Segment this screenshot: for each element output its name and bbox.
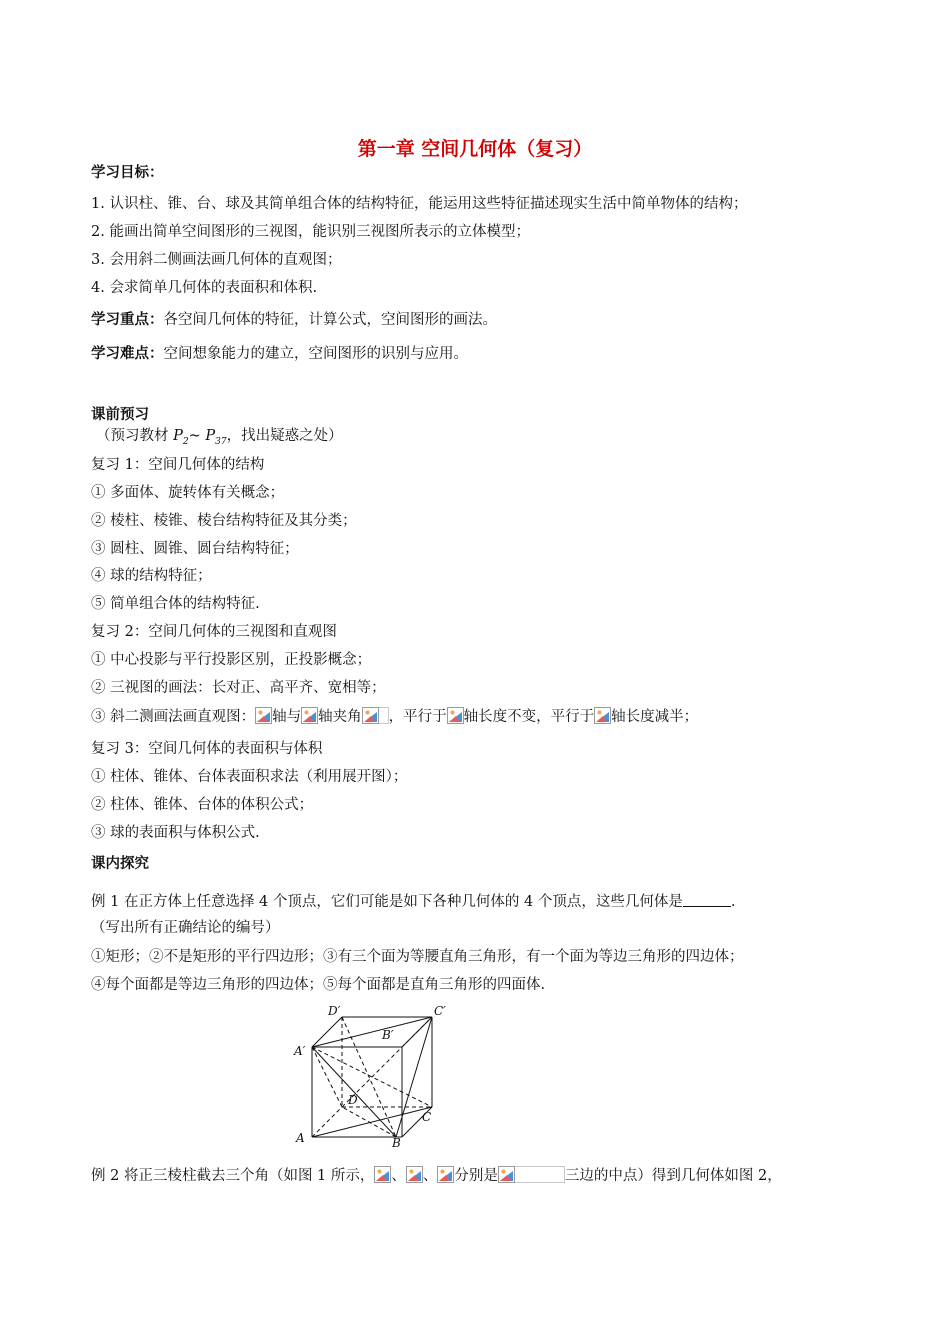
broken-image-icon [255,707,272,724]
example2-text: 、 [391,1168,406,1184]
example1-period: . [730,894,736,910]
page-end-letter: P [205,428,216,444]
review2-item3-text: ，平行于 [388,709,447,725]
goals-heading: 学习目标： [91,165,164,181]
review2-item3-text: 轴长度不变，平行于 [463,709,595,725]
page-end [205,428,227,447]
review1-item: ⑤ 简单组合体的结构特征. [91,596,260,612]
preview-heading: 课前预习 [91,407,149,423]
example2-text: 例 2 将正三棱柱截去三个角（如图 1 所示， [91,1168,375,1184]
vertex-label-c: C [422,1110,432,1124]
review2-title: 复习 2：空间几何体的三视图和直观图 [91,624,337,640]
review2-item: ② 三视图的画法：长对正、高平齐、宽相等； [91,680,386,696]
answer-blank[interactable] [683,892,731,907]
example2 [91,1166,782,1186]
review2-item: ① 中心投影与平行投影区别，正投影概念； [91,652,372,668]
preview-hint-prefix: （预习教材 [96,428,174,444]
review2-item3-text: 轴与 [272,709,302,725]
example1-note: （写出所有正确结论的编号） [91,920,280,936]
vertex-label-b: B [392,1136,401,1149]
broken-image-icon [406,1166,423,1183]
example1-options: ④每个面都是等边三角形的四边体；⑤每个面都是直角三角形的四面体. [91,977,546,993]
image-placeholder-frame [379,707,389,724]
vertex-label-b-prime: B′ [382,1028,394,1042]
review2-item3-text: ③ 斜二测画法画直观图： [91,709,256,725]
example1 [91,892,735,912]
page-start [173,428,189,447]
broken-image-icon [594,707,611,724]
goal-item: 3. 会用斜二侧画法画几何体的直观图； [91,252,342,268]
review1-item: ③ 圆柱、圆锥、圆台结构特征； [91,541,299,557]
key-points-label: 学习重点： [91,312,164,328]
example1-text: 例 1 在正方体上任意选择 4 个顶点，它们可能是如下各种几何体的 4 个顶点，这些几何体是 [91,894,683,910]
broken-image-icon [374,1166,391,1183]
vertex-label-c-prime: C′ [434,1004,446,1018]
cube-figure [288,1003,458,1149]
broken-image-icon [498,1166,515,1183]
goal-item: 1. 认识柱、锥、台、球及其简单组合体的结构特征，能运用这些特征描述现实生活中简单物体的结构； [91,196,748,212]
review3-title: 复习 3：空间几何体的表面积与体积 [91,741,323,757]
key-points-text: 各空间几何体的特征，计算公式，空间图形的画法。 [163,312,497,328]
page-range-tilde: ~ [188,428,206,444]
page-title: 第一章 空间几何体（复习） [357,138,593,160]
review1-item: ② 棱柱、棱锥、棱台结构特征及其分类； [91,513,357,529]
page-start-number: 2 [182,436,189,447]
goal-item: 4. 会求简单几何体的表面积和体积. [91,280,318,296]
review2-item3-text: 轴长度减半； [611,709,699,725]
vertex-label-a: A [296,1131,305,1145]
key-points [91,310,497,330]
page-end-number: 37 [215,436,227,447]
difficulties-label: 学习难点： [91,346,164,362]
vertex-label-a-prime: A′ [294,1044,306,1058]
broken-image-icon [447,707,464,724]
example2-text: 三边的中点）得到几何体如图 2， [564,1168,782,1184]
image-placeholder-frame [515,1166,565,1183]
review3-item: ② 柱体、锥体、台体的体积公式； [91,797,314,813]
difficulties-text: 空间想象能力的建立，空间图形的识别与应用。 [163,346,468,362]
review1-item: ① 多面体、旋转体有关概念； [91,485,285,501]
vertex-label-d-prime: D′ [328,1004,341,1018]
preview-hint [96,426,343,452]
difficulties [91,344,468,364]
page-start-letter: P [173,428,183,444]
goal-item: 2. 能画出简单空间图形的三视图，能识别三视图所表示的立体模型； [91,224,530,240]
vertex-label-d: D [348,1093,358,1107]
review2-item3-text: 轴夹角 [318,709,362,725]
explore-heading: 课内探究 [91,856,149,872]
broken-image-icon [301,707,318,724]
example2-text: 分别是 [454,1168,498,1184]
review1-title: 复习 1：空间几何体的结构 [91,457,265,473]
preview-hint-suffix: ，找出疑惑之处） [226,428,343,444]
example1-options: ①矩形；②不是矩形的平行四边形；③有三个面为等腰直角三角形，有一个面为等边三角形的四边体； [91,949,744,965]
review2-item-3 [91,707,698,727]
review3-item: ③ 球的表面积与体积公式. [91,825,260,841]
broken-image-icon [362,707,379,724]
review1-item: ④ 球的结构特征； [91,568,212,584]
example2-text: 、 [422,1168,438,1184]
broken-image-icon [437,1166,454,1183]
review3-item: ① 柱体、锥体、台体表面积求法（利用展开图）； [91,769,408,785]
